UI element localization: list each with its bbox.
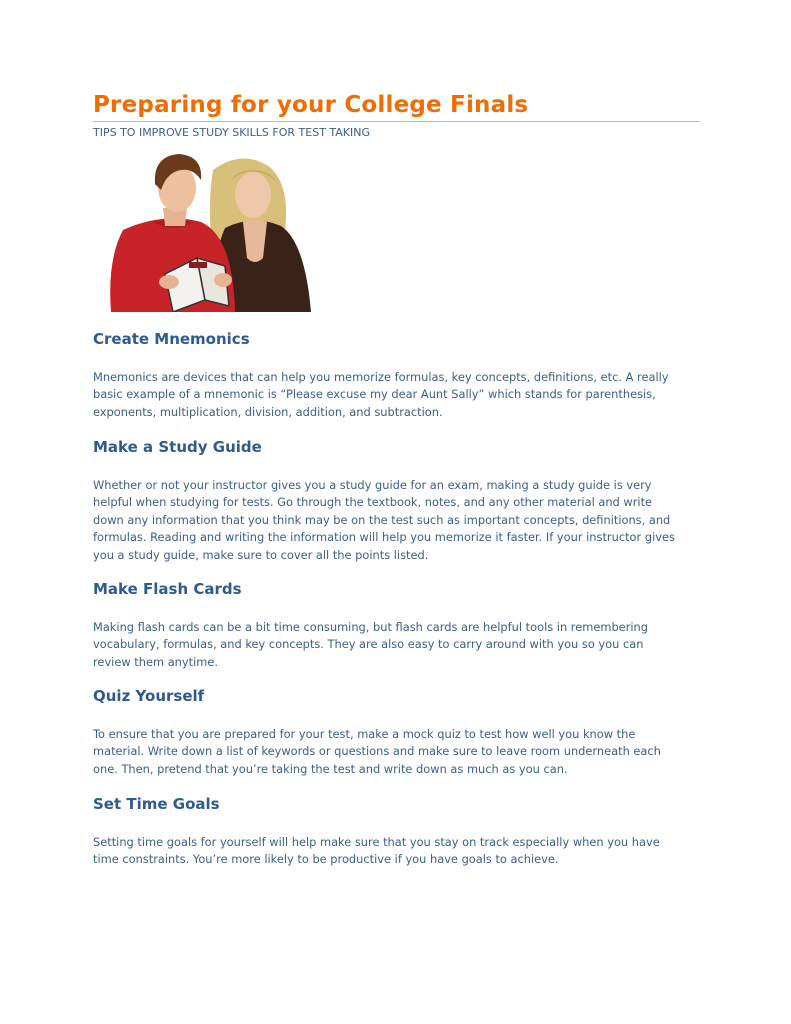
body-line: time constraints. You’re more likely to be productive if you have goals to achieve. xyxy=(93,852,559,867)
body-line: exponents, multiplication, division, addition, and subtraction. xyxy=(93,404,443,419)
title-divider xyxy=(93,121,700,122)
body-line: Setting time goals for yourself will help make sure that you stay on track especially when you have xyxy=(93,835,660,849)
body-line: Making flash cards can be a bit time consuming, but flash cards are helpful tools in remembering xyxy=(93,620,648,634)
body-line: formulas. Reading and writing the information will help you memorize it faster. If your instructor gives xyxy=(93,530,675,545)
page-subtitle: TIPS TO IMPROVE STUDY SKILLS FOR TEST TAKING xyxy=(93,126,371,139)
section-body-flash-cards xyxy=(93,619,703,671)
body-line: one. Then, pretend that you’re taking the test and write down as much as you can. xyxy=(93,761,568,776)
body-line: Mnemonics are devices that can help you memorize formulas, key concepts, definitions, etc. A really xyxy=(93,370,669,384)
body-line: you a study guide, make sure to cover all the points listed. xyxy=(93,547,429,562)
body-line: helpful when studying for tests. Go through the textbook, notes, and any other material and write xyxy=(93,495,653,510)
section-body-mnemonics xyxy=(93,369,703,421)
page-title: Preparing for your College Finals xyxy=(93,92,529,118)
body-line: review them anytime. xyxy=(93,654,218,669)
body-line: down any information that you think may be on the test such as important concepts, definitions, and xyxy=(93,512,671,527)
section-heading-time-goals: Set Time Goals xyxy=(93,795,220,813)
section-heading-flash-cards: Make Flash Cards xyxy=(93,580,242,598)
section-body-time-goals xyxy=(93,834,703,869)
body-line: material. Write down a list of keywords or questions and make sure to leave room underneath each xyxy=(93,744,661,759)
section-body-study-guide xyxy=(93,477,703,564)
body-line: vocabulary, formulas, and key concepts. They are also easy to carry around with you so you can xyxy=(93,637,644,652)
section-body-quiz-yourself xyxy=(93,726,703,778)
section-heading-quiz-yourself: Quiz Yourself xyxy=(93,687,205,705)
body-line: Whether or not your instructor gives you a study guide for an exam, making a study guide is very xyxy=(93,478,652,492)
body-line: basic example of a mnemonic is “Please excuse my dear Aunt Sally” which stands for parenthesis, xyxy=(93,387,656,402)
students-studying-photo xyxy=(93,150,336,312)
section-heading-mnemonics: Create Mnemonics xyxy=(93,330,250,348)
section-heading-study-guide: Make a Study Guide xyxy=(93,438,262,456)
body-line: To ensure that you are prepared for your test, make a mock quiz to test how well you know the xyxy=(93,727,636,741)
